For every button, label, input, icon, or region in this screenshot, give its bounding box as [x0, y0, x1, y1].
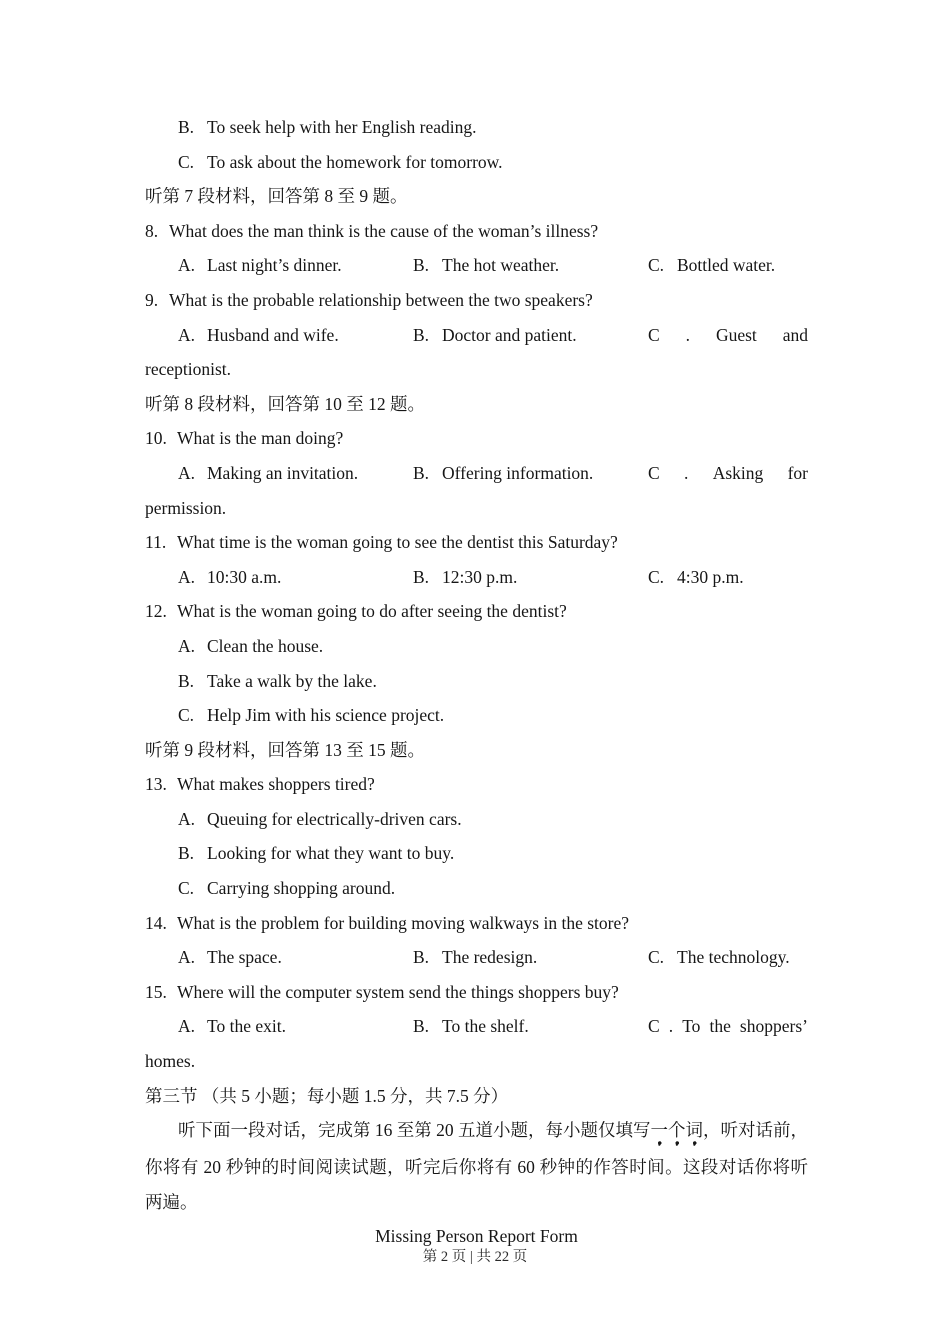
material-heading: 听第 7 段材料，回答第 8 至 9 题。: [145, 186, 408, 207]
question-line: [145, 975, 808, 1010]
option-text: The technology.: [677, 947, 790, 968]
question-line: [145, 594, 808, 629]
option-a: [178, 248, 413, 283]
question-line: [145, 214, 808, 249]
option-a: [178, 318, 413, 353]
option-label: C.: [648, 255, 665, 276]
question-text: What is the man doing?: [177, 428, 344, 449]
option-text: Offering information.: [442, 462, 594, 483]
option-text: Take a walk by the lake.: [207, 670, 377, 691]
instruction-pre: 听下面一段对话，完成第 16 至第 20 五道小题，每小题仅填写: [178, 1120, 651, 1141]
option-text: 4:30 p.m.: [677, 566, 744, 587]
option-b: [413, 1009, 648, 1044]
option-text: 10:30 a.m.: [207, 566, 282, 587]
question-line: [145, 767, 808, 802]
option-label: C.: [178, 151, 195, 172]
option-token: .: [685, 324, 690, 345]
question-text: What is the probable relationship between the two speakers?: [169, 289, 593, 310]
question-number: 11.: [145, 532, 167, 553]
option-b: [413, 560, 648, 595]
option-text: Bottled water.: [677, 255, 776, 276]
option-line: [145, 698, 808, 733]
question-number: 15.: [145, 981, 167, 1002]
option-c: [648, 318, 808, 353]
option-token: C: [648, 1016, 660, 1037]
continuation-line: receptionist.: [145, 359, 232, 380]
question-text: What makes shoppers tired?: [177, 774, 375, 795]
option-b: [413, 318, 648, 353]
question-text: What is the problem for building moving walkways in the store?: [177, 912, 629, 933]
question-text: What is the woman going to do after seeing the dentist?: [177, 601, 567, 622]
option-text: The hot weather.: [442, 255, 560, 276]
option-b: [413, 248, 648, 283]
option-text: To the shelf.: [442, 1016, 529, 1037]
option-text: To seek help with her English reading.: [207, 117, 477, 137]
option-label: A.: [178, 255, 196, 276]
question-text: What time is the woman going to see the dentist this Saturday?: [177, 532, 618, 553]
option-text: The space.: [207, 947, 282, 968]
option-label: B.: [178, 117, 195, 137]
option-token: .: [684, 462, 689, 483]
question-number: 12.: [145, 601, 167, 622]
option-text: Clean the house.: [207, 635, 324, 656]
option-text: 12:30 p.m.: [442, 566, 518, 587]
continuation-line: homes.: [145, 1051, 196, 1072]
option-c: [648, 1009, 808, 1044]
option-label: B.: [413, 947, 430, 968]
option-label: A.: [178, 566, 196, 587]
option-label: C.: [648, 947, 665, 968]
option-token: C: [648, 324, 660, 345]
question-line: [145, 906, 808, 941]
option-text: The redesign.: [442, 947, 538, 968]
question-line: [145, 421, 808, 456]
question-line: [145, 283, 808, 318]
continuation-line: permission.: [145, 497, 227, 518]
option-label: B.: [413, 255, 430, 276]
question-line: [145, 525, 808, 560]
option-label: B.: [413, 324, 430, 345]
options-row: [145, 456, 808, 491]
option-line: [145, 802, 808, 837]
option-a: [178, 456, 413, 491]
options-row: [145, 318, 808, 353]
option-label: A.: [178, 324, 196, 345]
option-a: [178, 560, 413, 595]
option-a: [178, 1009, 413, 1044]
option-line: [145, 664, 808, 699]
options-row: [145, 560, 808, 595]
option-token: for: [787, 462, 808, 483]
option-text: Making an invitation.: [207, 462, 359, 483]
material-heading: 第三节 （共 5 小题；每小题 1.5 分，共 7.5 分）: [145, 1085, 509, 1106]
question-number: 13.: [145, 774, 167, 795]
option-c: [648, 248, 808, 283]
option-token: the: [709, 1016, 731, 1037]
option-token: and: [782, 324, 808, 345]
option-b: [413, 940, 648, 975]
form-title: Missing Person Report Form: [375, 1226, 578, 1247]
instruction-paragraph: [145, 1113, 808, 1219]
instruction-post: ，听对话前，你将有 20 秒钟的时间阅读试题，听完后你将有 60 秒钟的作答时间。这段对话你将听两遍。: [145, 1120, 808, 1212]
option-label: A.: [178, 947, 196, 968]
option-token: shoppers’: [739, 1016, 808, 1037]
option-label: C.: [178, 878, 195, 899]
option-line: [145, 836, 808, 871]
option-text: Husband and wife.: [207, 324, 339, 345]
material-heading: 听第 9 段材料，回答第 13 至 15 题。: [145, 739, 425, 760]
option-token: C: [648, 462, 660, 483]
option-line: [145, 871, 808, 906]
page-footer: 第 2 页 | 共 22 页: [422, 1249, 528, 1265]
question-number: 8.: [145, 220, 159, 241]
option-text: Looking for what they want to buy.: [207, 843, 455, 864]
option-label: A.: [178, 462, 196, 483]
option-token: .: [668, 1016, 674, 1037]
option-text: Doctor and patient.: [442, 324, 577, 345]
question-text: What does the man think is the cause of the woman’s illness?: [169, 220, 599, 241]
option-label: C.: [178, 705, 195, 726]
option-label: B.: [178, 843, 195, 864]
option-text: Help Jim with his science project.: [207, 705, 445, 726]
option-b: [413, 456, 648, 491]
option-label: B.: [413, 566, 430, 587]
option-token: Guest: [715, 324, 757, 345]
option-text: Carrying shopping around.: [207, 878, 396, 899]
option-token: Asking: [712, 462, 764, 483]
option-a: [178, 940, 413, 975]
option-c: [648, 456, 808, 491]
option-token: To: [682, 1016, 701, 1037]
option-text: Last night’s dinner.: [207, 255, 342, 276]
question-number: 10.: [145, 428, 167, 449]
question-number: 14.: [145, 912, 167, 933]
question-number: 9.: [145, 289, 159, 310]
option-text: To the exit.: [207, 1016, 286, 1037]
option-line: [145, 145, 808, 180]
option-text: Queuing for electrically-driven cars.: [207, 808, 462, 829]
option-c: [648, 560, 808, 595]
option-label: B.: [413, 1016, 430, 1037]
option-label: C.: [648, 566, 665, 587]
option-label: A.: [178, 1016, 196, 1037]
material-heading: 听第 8 段材料，回答第 10 至 12 题。: [145, 393, 425, 414]
document-body: [145, 110, 808, 1254]
option-label: B.: [178, 670, 195, 691]
option-line: [145, 629, 808, 664]
options-row: [145, 940, 808, 975]
question-text: Where will the computer system send the things shoppers buy?: [177, 981, 619, 1002]
option-label: A.: [178, 635, 196, 656]
options-row: [145, 248, 808, 283]
option-c: [648, 940, 808, 975]
option-label: A.: [178, 808, 196, 829]
option-text: To ask about the homework for tomorrow.: [207, 151, 503, 172]
options-row: [145, 1009, 808, 1044]
option-label: B.: [413, 462, 430, 483]
option-line: [145, 110, 808, 145]
emphasized-words: 一个词: [651, 1120, 704, 1146]
